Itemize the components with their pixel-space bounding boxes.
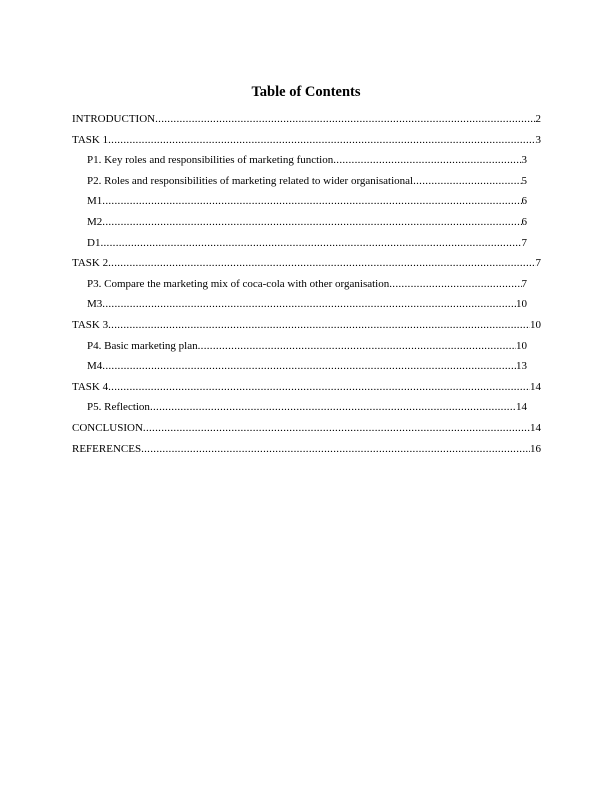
- dot-leader: [141, 442, 530, 456]
- toc-entry-text: M1: [87, 195, 103, 208]
- dot-leader: [108, 380, 530, 394]
- toc-entry-page-number: 10: [516, 339, 527, 352]
- toc-entry-page-number: 14: [530, 380, 541, 393]
- toc-entry-references[interactable]: [72, 442, 541, 463]
- toc-entry-page-number: 10: [516, 298, 527, 311]
- toc-entry-text: P5. Reflection: [87, 401, 150, 414]
- dot-leader: [102, 215, 521, 229]
- toc-entry-page-number: 5: [521, 174, 527, 187]
- toc-entry-page-number: 6: [521, 215, 527, 228]
- toc-entry-m1[interactable]: [87, 194, 527, 215]
- dot-leader: [100, 236, 521, 250]
- toc-entry-text: TASK 1: [72, 133, 109, 146]
- toc-entry-text: REFERENCES: [72, 442, 142, 455]
- dot-leader: [155, 112, 535, 126]
- dot-leader: [108, 133, 535, 147]
- toc-entry-m4[interactable]: [87, 359, 527, 380]
- toc-entry-m3[interactable]: [87, 297, 527, 318]
- toc-entry-page-number: 6: [521, 195, 527, 208]
- toc-entry-text: INTRODUCTION: [72, 113, 156, 125]
- dot-leader: [108, 256, 535, 270]
- toc-entry-page-number: 16: [530, 442, 541, 455]
- toc-entry-conclusion[interactable]: [72, 421, 541, 442]
- dot-leader: [150, 400, 516, 414]
- dot-leader: [102, 359, 516, 373]
- toc-entry-page-number: 14: [530, 421, 541, 434]
- toc-entry-p4[interactable]: [87, 339, 527, 360]
- toc-entry-m2[interactable]: [87, 215, 527, 236]
- toc-entry-text: P2. Roles and responsibilities of marketing related to wider organisational: [87, 174, 414, 187]
- toc-entry-text: M2: [87, 215, 103, 228]
- dot-leader: [108, 318, 530, 332]
- toc-entry-page-number: 10: [530, 318, 541, 331]
- toc-entry-text: M3: [87, 298, 103, 311]
- dot-leader: [143, 421, 530, 435]
- toc-entry-text: TASK 2: [72, 257, 109, 270]
- toc-entry-text: P4. Basic marketing plan: [87, 339, 198, 352]
- toc-entry-p2[interactable]: [87, 174, 527, 195]
- toc-entry-task-4[interactable]: [72, 380, 541, 401]
- toc-entry-introduction[interactable]: [72, 112, 541, 133]
- toc-entry-d1[interactable]: [87, 236, 527, 257]
- dot-leader: [333, 153, 521, 167]
- toc-entry-p3[interactable]: [87, 277, 527, 298]
- toc-list: [0, 112, 612, 462]
- toc-entry-page-number: 3: [535, 133, 541, 146]
- toc-entry-p5[interactable]: [87, 400, 527, 421]
- toc-entry-task-3[interactable]: [72, 318, 541, 339]
- toc-entry-page-number: 7: [535, 257, 541, 270]
- toc-entry-task-2[interactable]: [72, 256, 541, 277]
- toc-entry-text: D1: [87, 236, 101, 249]
- toc-entry-text: TASK 3: [72, 318, 109, 331]
- toc-entry-page-number: 14: [516, 401, 527, 414]
- dot-leader: [102, 194, 521, 208]
- toc-entry-page-number: 2: [535, 113, 541, 125]
- toc-title: Table of Contents: [251, 84, 361, 100]
- toc-entry-text: P1. Key roles and responsibilities of marketing function: [87, 154, 334, 167]
- toc-entry-page-number: 7: [521, 277, 527, 290]
- toc-entry-text: TASK 4: [72, 380, 109, 393]
- toc-entry-task-1[interactable]: [72, 133, 541, 154]
- dot-leader: [413, 174, 521, 188]
- toc-entry-page-number: 13: [516, 360, 527, 373]
- toc-entry-page-number: 3: [521, 154, 527, 167]
- dot-leader: [198, 339, 516, 353]
- toc-entry-page-number: 7: [521, 236, 527, 249]
- toc-entry-p1[interactable]: [87, 153, 527, 174]
- toc-entry-text: M4: [87, 360, 103, 373]
- toc-entry-text: P3. Compare the marketing mix of coca-cola with other organisation: [87, 277, 390, 290]
- dot-leader: [389, 277, 521, 291]
- toc-entry-text: CONCLUSION: [72, 421, 143, 434]
- dot-leader: [102, 297, 516, 311]
